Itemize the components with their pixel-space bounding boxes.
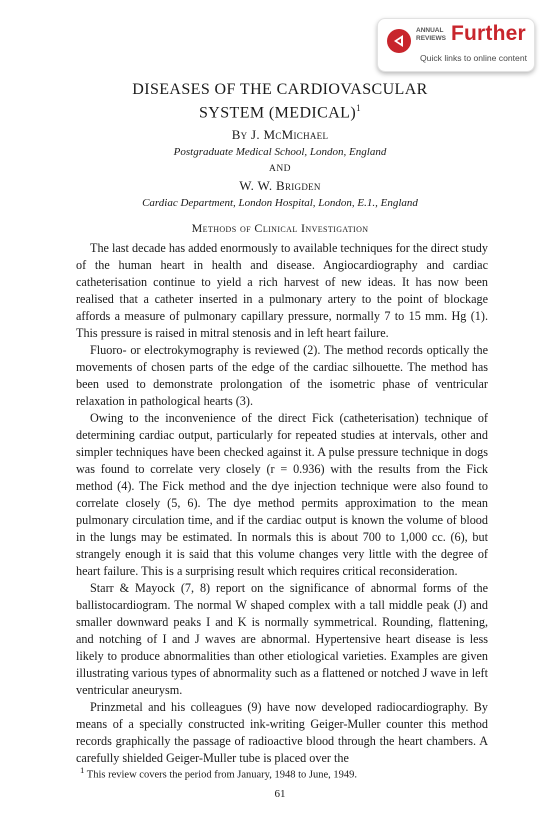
footnote (80, 765, 480, 781)
title-line-1: DISEASES OF THE CARDIOVASCULAR (132, 81, 428, 98)
paragraph: Owing to the inconvenience of the direct Fick (catheterisation) technique of determining cardiac output, particularly for repeated studies at intervals, other and simpler techniques have been checked against it. A pulse pressure technique in dogs was found to correlate very closely (r = 0.936) with the results from the Fick method (4). The Fick method and the dye injection technique were also found to correlate closely (5, 6). The dye method permits approximation to the mean pulmonary circulation time, and if the cardiac output is known the volume of blood in the lungs may be estimated. In normals this is about 700 to 1,000 cc. (6), but strangely enough it is said that this volume changes very little with the degree of heart failure. This is a surprising result which requires critical reconsideration. (76, 411, 488, 578)
paragraph: Fluoro- or electrokymography is reviewed (2). The method records optically the movements of chosen parts of the edge of the cardiac silhouette. The method has been used to demonstrate prolongation of the isometric phase of ventricular relaxation in pathological hearts (3). (76, 343, 488, 408)
footnote-mark: 1 (80, 765, 85, 775)
article-body (76, 240, 488, 767)
article-title (100, 80, 460, 122)
paragraph: Prinzmetal and his colleagues (9) have now developed radiocardiography. By means of a specially constructed ink-writing Geiger-Muller counter this method records graphically the passage of radioactive blood through the heart chambers. A carefully shielded Geiger-Muller tube is placed over the (76, 700, 488, 765)
title-line-2 (100, 99, 460, 122)
annual-reviews-logo-icon (387, 29, 411, 53)
badge-brand: Further (451, 22, 526, 45)
paragraph: Starr & Mayock (7, 8) report on the significance of abnormal forms of the ballistocardiogram. The normal W shaped complex with a tall middle peak (J) and smaller downward peaks I and K is normally symmetrical. Rounding, flattening, and notching of I and J waves are abnormal. Hypertensive heart disease is less likely to produce abnormalities than other etiological varieties. Examples are given illustrating various types of abnormality such as a flattened or notched J wave in left ventricular aneurysm. (76, 581, 488, 697)
footnote-text: This review covers the period from January, 1948 to June, 1949. (84, 769, 358, 781)
section-heading: Methods of Clinical Investigation (191, 221, 369, 235)
badge-publisher: ANNUAL REVIEWS (416, 27, 446, 42)
affiliation-1: Postgraduate Medical School, London, England (173, 146, 387, 158)
title-footnote-mark[interactable]: 1 (356, 103, 361, 113)
paragraph: The last decade has added enormously to available techniques for the direct study of the human heart in health and disease. Angiocardiography and cardiac catheterisation continue to yield a rich harvest of new ideas. It has now been realised that a catheter inserted in a pulmonary artery to the point of blockage affords a measure of pulmonary capillary pressure, normally 7 to 15 mm. Hg (1). This pressure is raised in mitral stenosis and in left heart failure. (76, 241, 488, 340)
author-conjunction: AND (268, 164, 292, 174)
page-number: 61 (274, 788, 286, 800)
affiliation-2: Cardiac Department, London Hospital, London, E.1., England (142, 197, 418, 209)
further-badge[interactable] (377, 18, 535, 72)
badge-tagline: Quick links to online content (420, 53, 528, 63)
title-line-2-text: SYSTEM (MEDICAL) (199, 104, 357, 122)
author-1: By J. McMichael (231, 127, 329, 142)
author-2: W. W. Brigden (239, 178, 321, 193)
